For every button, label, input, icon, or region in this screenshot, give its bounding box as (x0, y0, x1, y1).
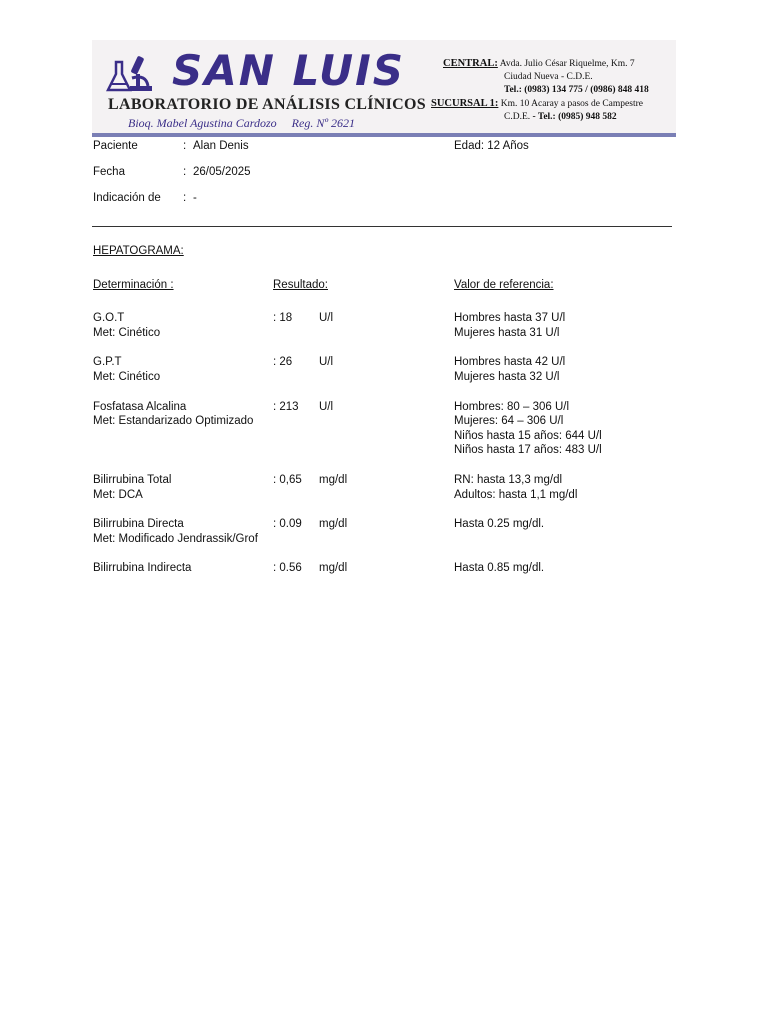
sucursal-city: C.D.E. (504, 112, 531, 122)
test-ref-got-1: Hombres hasta 37 U/l (454, 312, 566, 324)
test-ref-got-2: Mujeres hasta 31 U/l (454, 327, 560, 339)
brand-subtitle: LABORATORIO DE ANÁLISIS CLÍNICOS (108, 96, 426, 113)
sucursal-label: SUCURSAL 1: (431, 98, 499, 109)
date-value: 26/05/2025 (193, 166, 251, 178)
microscope-flask-icon (106, 52, 154, 98)
column-header-result: Resultado: (273, 279, 328, 291)
patient-name-label: Paciente (93, 140, 138, 152)
central-label: CENTRAL: (443, 58, 498, 69)
test-name-indirect-bilirubin: Bilirrubina Indirecta (93, 562, 192, 574)
indication-sep: : (183, 192, 187, 204)
test-unit-indirect-bilirubin: mg/dl (319, 562, 348, 574)
central-address: Avda. Julio César Riquelme, Km. 7 (499, 59, 635, 69)
test-ref-direct-bilirubin-1: Hasta 0.25 mg/dl. (454, 518, 545, 530)
test-value-indirect-bilirubin: : 0.56 (273, 562, 302, 574)
patient-name-value: Alan Denis (193, 140, 249, 152)
test-method-alkaline-phosphatase: Met: Estandarizado Optimizado (93, 415, 254, 427)
column-header-determination: Determinación : (93, 279, 174, 291)
sucursal-address-line-2 (504, 112, 617, 122)
test-unit-alkaline-phosphatase: U/l (319, 401, 334, 413)
test-name-got: G.O.T (93, 312, 125, 324)
central-tel (504, 85, 649, 95)
central-address-line-2: Ciudad Nueva - C.D.E. (504, 72, 593, 82)
test-name-gpt: G.P.T (93, 356, 122, 368)
test-value-alkaline-phosphatase: : 213 (273, 401, 299, 413)
indication-value: - (193, 192, 197, 204)
sucursal-tel: - Tel.: (0985) 948 582 (532, 112, 617, 122)
test-ref-alkaline-phosphatase-2: Mujeres: 64 – 306 U/l (454, 415, 564, 427)
brand-name: SAN LUIS (172, 46, 405, 95)
test-ref-gpt-1: Hombres hasta 42 U/l (454, 356, 566, 368)
test-method-gpt: Met: Cinético (93, 371, 161, 383)
patient-age: Edad: 12 Años (454, 140, 529, 152)
test-unit-total-bilirubin: mg/dl (319, 474, 348, 486)
test-value-direct-bilirubin: : 0.09 (273, 518, 302, 530)
test-name-direct-bilirubin: Bilirrubina Directa (93, 518, 184, 530)
test-unit-direct-bilirubin: mg/dl (319, 518, 348, 530)
test-ref-gpt-2: Mujeres hasta 32 U/l (454, 371, 560, 383)
patient-name-sep: : (183, 140, 187, 152)
date-label: Fecha (93, 166, 125, 178)
test-ref-alkaline-phosphatase-3: Niños hasta 15 años: 644 U/l (454, 430, 602, 442)
test-unit-got: U/l (319, 312, 334, 324)
test-method-got: Met: Cinético (93, 327, 161, 339)
test-ref-total-bilirubin-2: Adultos: hasta 1,1 mg/dl (454, 489, 578, 501)
test-method-total-bilirubin: Met: DCA (93, 489, 143, 501)
test-method-direct-bilirubin: Met: Modificado Jendrassik/Grof (93, 533, 258, 545)
test-name-alkaline-phosphatase: Fosfatasa Alcalina (93, 401, 187, 413)
sucursal-address-line-1 (431, 98, 643, 109)
test-value-total-bilirubin: : 0,65 (273, 474, 302, 486)
central-tel-text: Tel.: (0983) 134 775 / (0986) 848 418 (504, 85, 649, 95)
test-ref-alkaline-phosphatase-1: Hombres: 80 – 306 U/l (454, 401, 570, 413)
biochemist-name: Bioq. Mabel Agustina Cardozo (128, 116, 277, 130)
indication-label: Indicación de (93, 192, 161, 204)
test-name-total-bilirubin: Bilirrubina Total (93, 474, 172, 486)
central-address-line-1 (443, 58, 635, 69)
section-title: HEPATOGRAMA: (93, 245, 184, 257)
header-divider (92, 133, 676, 137)
sucursal-address: Km. 10 Acaray a pasos de Campestre (500, 99, 643, 109)
biochemist-line (128, 116, 355, 131)
test-ref-indirect-bilirubin-1: Hasta 0.85 mg/dl. (454, 562, 545, 574)
test-value-got: : 18 (273, 312, 293, 324)
test-value-gpt: : 26 (273, 356, 293, 368)
test-ref-total-bilirubin-1: RN: hasta 13,3 mg/dl (454, 474, 563, 486)
letterhead (92, 40, 676, 133)
test-unit-gpt: U/l (319, 356, 334, 368)
column-header-reference: Valor de referencia: (454, 279, 554, 291)
registration-number: Reg. Nº 2621 (291, 116, 356, 130)
test-ref-alkaline-phosphatase-4: Niños hasta 17 años: 483 U/l (454, 444, 602, 456)
section-divider (92, 226, 672, 227)
date-sep: : (183, 166, 187, 178)
